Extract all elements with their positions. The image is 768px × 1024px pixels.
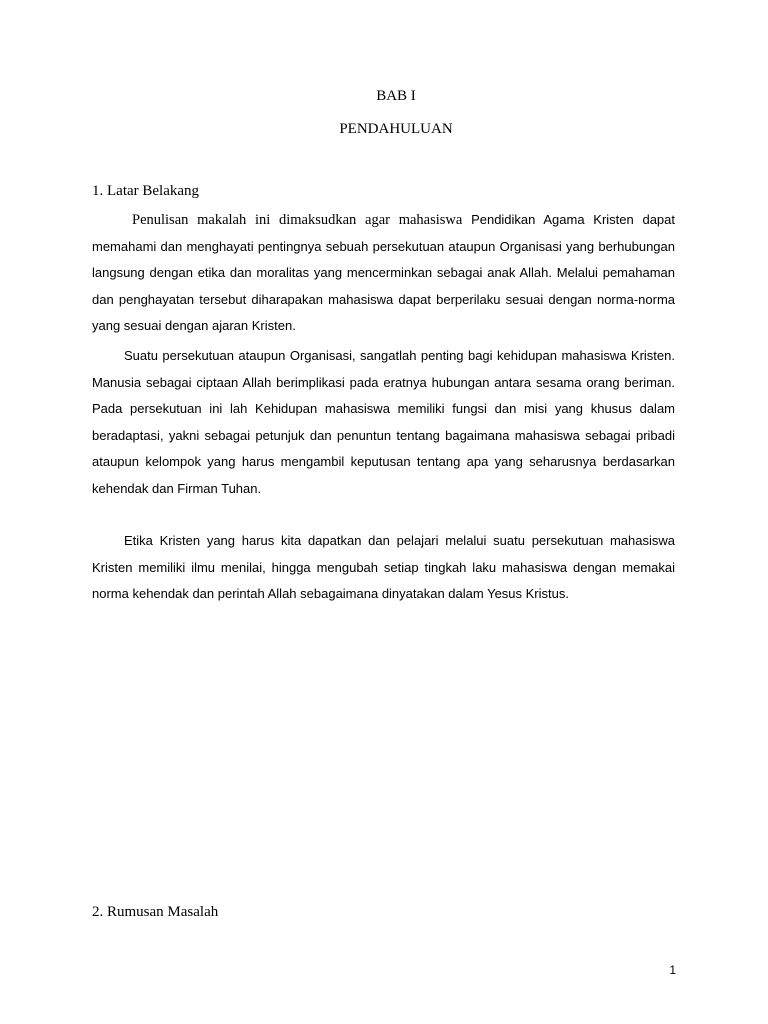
paragraph-2: Suatu persekutuan ataupun Organisasi, sangatlah penting bagi kehidupan mahasiswa Kristen. Manusia sebagai ciptaan Allah berimplikasi pada eratnya hubungan antara sesama orang beriman. Pada persekutuan ini lah Kehidupan mahasiswa memiliki fungsi dan misi yang khusus dalam beradaptasi, yakni sebagai petunjuk dan penuntun tentang bagaimana mahasiswa sebagai pribadi ataupun kelompok yang harus mengambil keputusan tentang apa yang seharusnya berdasarkan kehendak dan Firman Tuhan. (92, 348, 675, 496)
chapter-number: BAB I (376, 88, 416, 104)
section-heading-rumusan-masalah: 2. Rumusan Masalah (92, 904, 219, 920)
paragraph-1-rest: Pendidikan Agama Kristen dapat memahami dan menghayati pentingnya sebuah persekutuan ataupun Organisasi yang berhubungan langsung dengan etika dan moralitas yang mencerminkan sebagai anak Allah. Melalui pemahaman dan penghayatan tersebut diharapakan mahasiswa dapat berperilaku sesuai dengan norma-norma yang sesuai dengan ajaran Kristen. (92, 212, 675, 333)
section-heading-latar-belakang: 1. Latar Belakang (92, 183, 200, 199)
page-number: 1 (669, 963, 676, 977)
paragraph-1 (92, 207, 675, 340)
paragraph-1-lead: Penulisan makalah ini dimaksudkan agar mahasiswa (132, 212, 472, 228)
paragraph-3: Etika Kristen yang harus kita dapatkan dan pelajari melalui suatu persekutuan mahasiswa Kristen memiliki ilmu menilai, hingga mengubah setiap tingkah laku mahasiswa dengan memakai norma kehendak dan perintah Allah sebagaimana dinyatakan dalam Yesus Kristus. (92, 533, 675, 601)
chapter-title: PENDAHULUAN (339, 121, 453, 137)
